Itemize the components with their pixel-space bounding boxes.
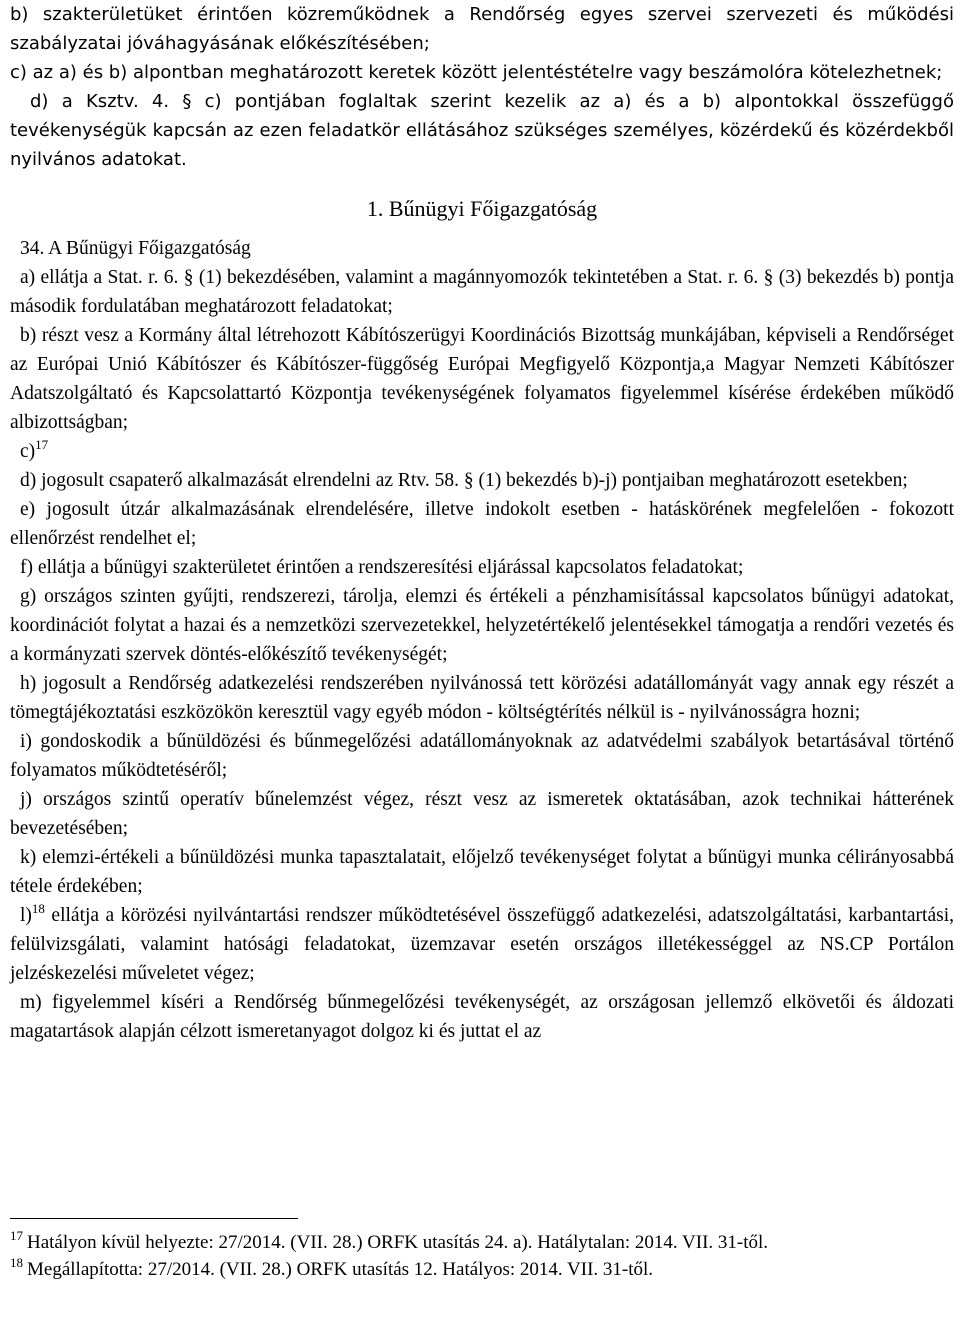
item-l-label: l) (20, 905, 32, 926)
article-heading: 34. A Bűnügyi Főigazgatóság (20, 238, 251, 259)
footnote-18 (10, 1256, 954, 1283)
paragraph-b-continuation: b) szakterületüket érintően közreműködnek a Rendőrség egyes szervei szervezeti és működési szabályzatai jóváhagyásának előkészítésében; (10, 4, 954, 54)
footnote-ref-17[interactable]: 17 (35, 437, 49, 452)
paragraph-c-continuation: c) az a) és b) alpontban meghatározott keretek között jelentéstételre vagy beszámolóra kötelezhetnek; (10, 62, 943, 83)
footnote-text: Hatályon kívül helyezte: 27/2014. (VII. 28.) ORFK utasítás 24. a). Hatálytalan: 2014. VII. 31-től. (27, 1232, 769, 1253)
document-body (10, 0, 954, 1046)
item-l (10, 901, 954, 988)
item-d: d) jogosult csapaterő alkalmazását elrendelni az Rtv. 58. § (1) bekezdés b)-j) pontjaiban meghatározott esetekben; (20, 470, 908, 491)
item-c-label: c) (20, 441, 36, 462)
footnote-number: 18 (10, 1255, 23, 1270)
item-f: f) ellátja a bűnügyi szakterületet érintően a rendszeresítési eljárással kapcsolatos feladatokat; (20, 557, 744, 578)
item-h: h) jogosult a Rendőrség adatkezelési rendszerében nyilvánossá tett körözési adatállományát vagy annak egy részét a tömegtájékoztatási eszközökön keresztül vagy egyéb módon - költségtérítés nélkül is - nyilvánosságra hozni; (10, 673, 954, 723)
item-m: m) figyelemmel kíséri a Rendőrség bűnmegelőzési tevékenységét, az országosan jellemző elkövetői és áldozati magatartások alapján célzott ismeretanyagot dolgoz ki és juttat el az (10, 992, 954, 1042)
footnote-text: Megállapította: 27/2014. (VII. 28.) ORFK utasítás 12. Hatályos: 2014. VII. 31-től. (27, 1259, 654, 1280)
item-c (10, 437, 954, 466)
paragraph-d-continuation: d) a Ksztv. 4. § c) pontjában foglaltak szerint kezelik az a) és a b) alpontokkal összefüggő tevékenységük kapcsán az ezen feladatkör ellátásához szükséges személyes, közérdekű és közérdekből nyilvános adatokat. (10, 91, 954, 170)
item-l-text: ellátja a körözési nyilvántartási rendszer működtetésével összefüggő adatkezelési, adatszolgáltatási, karbantartási, felülvizsgálati, valamint hatósági feladatokat, üzemzavar esetén országos illetékességgel az NS.CP Portálon jelzéskezelési műveletet végez; (10, 905, 954, 984)
item-i: i) gondoskodik a bűnüldözési és bűnmegelőzési adatállományoknak az adatvédelmi szabályok betartásával történő folyamatos működtetéséről; (10, 731, 954, 781)
footnotes (10, 1218, 954, 1283)
item-e: e) jogosult útzár alkalmazásának elrendelésére, illetve indokolt esetben - hatáskörének megfelelően - fokozott ellenőrzést rendelhet el; (10, 499, 954, 549)
footnote-17 (10, 1229, 954, 1256)
section-heading: 1. Bűnügyi Főigazgatóság (366, 196, 598, 221)
item-g: g) országos szinten gyűjti, rendszerezi, tárolja, elemzi és értékeli a pénzhamisítással kapcsolatos bűnügyi adatokat, koordinációt folytat a hazai és a nemzetközi szervezetekkel, helyzetértékelő jelentésekkel támogatja a rendőri vezetés és a kormányzati szervek döntés-előkészítő tevékenységét; (10, 586, 954, 665)
item-j: j) országos szintű operatív bűnelemzést végez, részt vesz az ismeretek oktatásában, azok technikai hátterének bevezetésében; (10, 789, 954, 839)
item-b: b) részt vesz a Kormány által létrehozott Kábítószerügyi Koordinációs Bizottság munkájában, képviseli a Rendőrséget az Európai Unió Kábítószer és Kábítószer-függőség Európai Megfigyelő Központja,a Magyar Nemzeti Kábítószer Adatszolgáltató és Kapcsolattartó Központja tevékenységének folyamatos figyelemmel kísérése érdekében működő albizottságban; (10, 325, 954, 433)
footnote-divider (10, 1218, 298, 1219)
footnote-ref-18[interactable]: 18 (31, 901, 45, 916)
footnote-number: 17 (10, 1228, 23, 1243)
item-a: a) ellátja a Stat. r. 6. § (1) bekezdésében, valamint a magánnyomozók tekintetében a Stat. r. 6. § (3) bekezdés b) pontja második fordulatában meghatározott feladatokat; (10, 267, 954, 317)
item-k: k) elemzi-értékeli a bűnüldözési munka tapasztalatait, előjelző tevékenységet folytat a bűnügyi munka célirányosabbá tétele érdekében; (10, 847, 954, 897)
